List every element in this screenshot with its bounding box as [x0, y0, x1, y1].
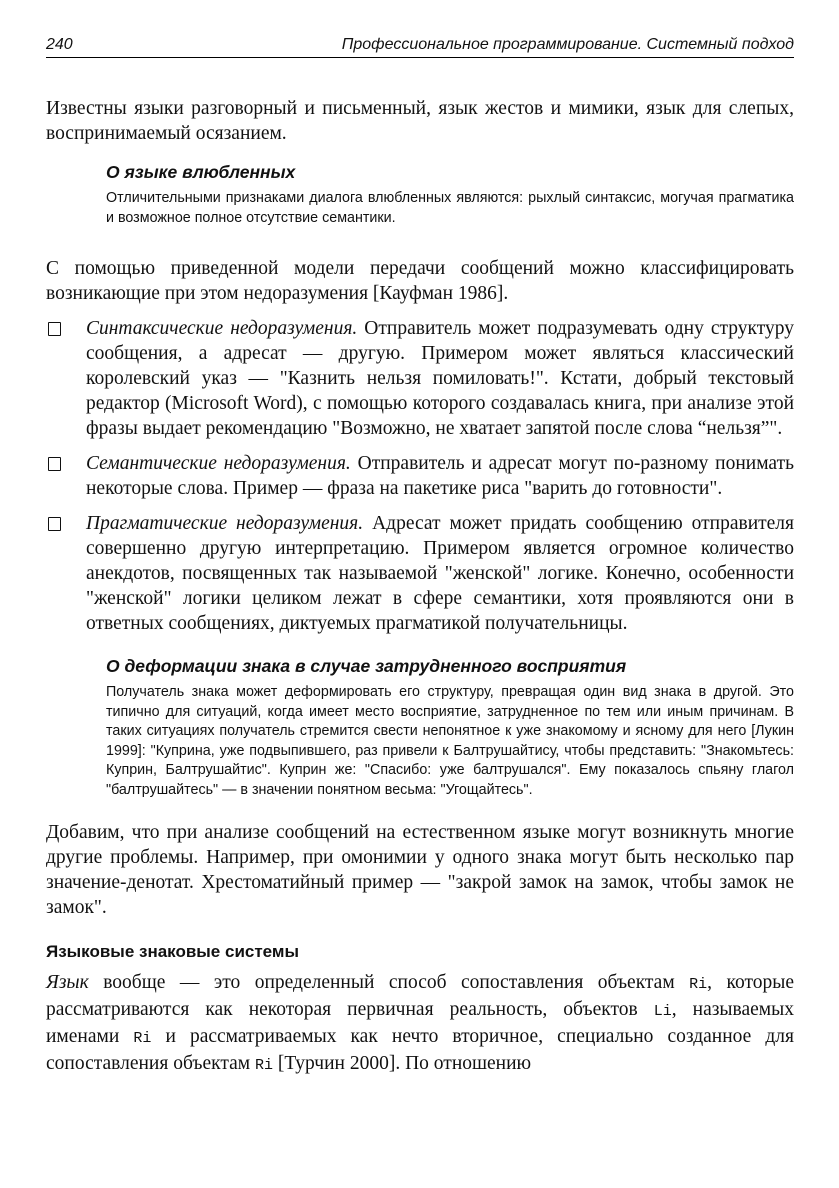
- running-title: Профессиональное программирование. Системный подход: [341, 36, 794, 53]
- list-item-term: Прагматические недоразумения.: [86, 513, 364, 534]
- note-body: Отличительными признаками диалога влюбленных являются: рыхлый синтаксис, могучая прагматика и возможное полное отсутствие семантики.: [106, 190, 794, 226]
- list-item: [46, 451, 794, 501]
- list-item-term: Синтаксические недоразумения.: [86, 318, 358, 339]
- list-item: [46, 511, 794, 636]
- text-run: вообще — это определенный способ сопоставления объектам: [88, 972, 690, 993]
- note-title: О языке влюбленных: [106, 162, 296, 182]
- classification-paragraph: С помощью приведенной модели передачи сообщений можно классифицировать возникающие при этом недоразумения [Кауфман 1986].: [46, 258, 794, 304]
- code-symbol: Ri: [689, 976, 708, 993]
- list-item-text: Адресат может придать сообщению отправителя совершенно другую интерпретацию. Примером является огромное количество анекдотов, посвященных так называемой "женской" логике. Конечно, особенности "женской" логики целиком лежат в сфере семантики, хотя проявляются они в ответных сообщениях, диктуемых прагматикой получательницы.: [86, 513, 795, 634]
- section-heading: Языковые знаковые системы: [46, 942, 299, 961]
- note-lovers-language: [106, 162, 794, 228]
- text-run: [Турчин 2000]. По отношению: [272, 1053, 532, 1074]
- page-number: 240: [46, 36, 73, 53]
- note-title: О деформации знака в случае затрудненного восприятия: [106, 656, 627, 676]
- running-header: [46, 36, 794, 58]
- intro-paragraph: Известны языки разговорный и письменный, язык жестов и мимики, язык для слепых, воспринимаемый осязанием.: [46, 98, 794, 144]
- code-symbol: Ri: [254, 1057, 273, 1074]
- book-page: [46, 36, 794, 1078]
- list-item: [46, 316, 794, 441]
- checkbox-square-icon: [48, 322, 61, 336]
- note-body: Получатель знака может деформировать его структуру, превращая один вид знака в другой. Это типично для ситуаций, когда имеет место восприятие, затрудненное по тем или иным причинам. В таких ситуациях получатель стремится свести непонятное к уже знакомому и ясному для него [Лукин 1999]: "Куприна, уже подвыпившего, раз привели к Балтрушайтису, чтобы представить: "Знакомьтесь: Куприн, Балтрушайтис". Куприн же: "Спасибо: уже балтрушался". Ему показалось спьяну глагол "балтрушайтесь" — в значении понятном весьма: "Угощайтесь".: [106, 684, 794, 798]
- checkbox-square-icon: [48, 517, 61, 531]
- list-item-text: Отправитель и адресат могут по-разному понимать некоторые слова. Пример — фраза на пакетике риса "варить до готовности".: [86, 453, 794, 499]
- note-sign-deformation: [106, 656, 794, 800]
- text-run: и рассматриваемых как нечто вторичное, специально созданное для сопоставления объектам: [46, 1026, 795, 1074]
- homonymy-paragraph: Добавим, что при анализе сообщений на естественном языке могут возникнуть многие другие проблемы. Например, при омонимии у одного знака могут быть несколько пар значение-денотат. Хрестоматийный пример — "закрой замок на замок, чтобы замок не замок".: [46, 822, 794, 918]
- code-symbol: Li: [653, 1003, 672, 1020]
- misunderstandings-list: [46, 316, 794, 636]
- text-run: , которые рассматриваются как некоторая первичная реальность, объектов: [46, 972, 794, 1020]
- language-definition-paragraph: [46, 970, 794, 1078]
- checkbox-square-icon: [48, 457, 61, 471]
- list-item-text: Отправитель может подразумевать одну структуру сообщения, а адресат — другую. Примером может являться классический королевский указ — "Казнить нельзя помиловать!". Кстати, добрый текстовый редактор (Microsoft Word), с помощью которого создавалась книга, при анализе этой фразы выдает рекомендацию "Возможно, не хватает запятой после слова “нельзя”".: [86, 318, 794, 439]
- list-item-term: Семантические недоразумения.: [86, 453, 351, 474]
- defined-term: Язык: [46, 972, 89, 993]
- text-run: , называемых именами: [46, 999, 794, 1047]
- code-symbol: Ri: [133, 1030, 152, 1047]
